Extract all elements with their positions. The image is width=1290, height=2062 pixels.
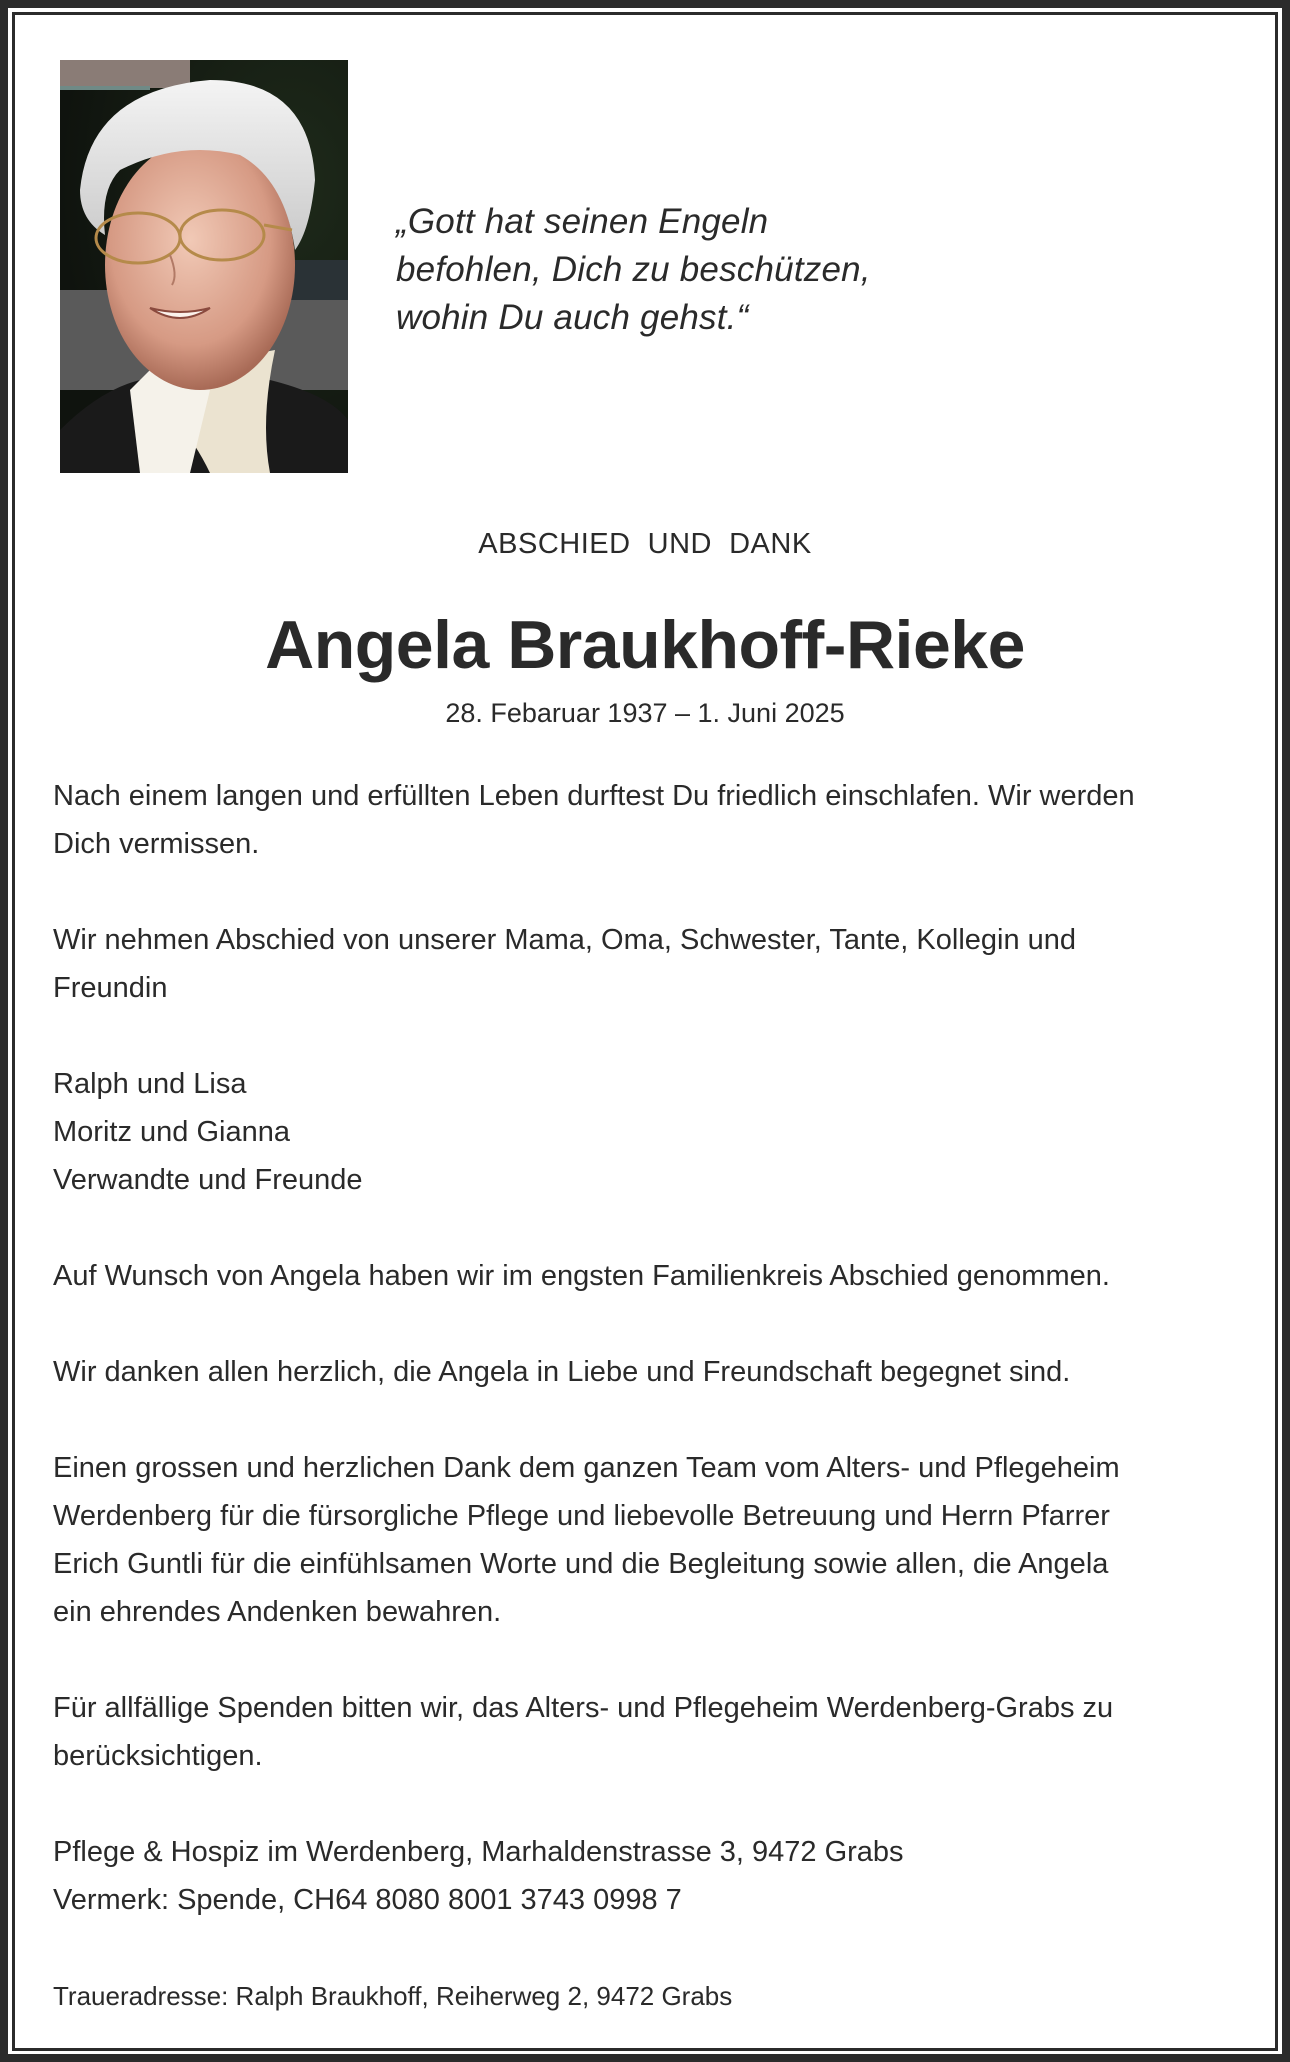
mourner: Ralph und Lisa: [53, 1068, 247, 1100]
text-line: Wir danken allen herzlich, die Angela in Liebe und Freundschaft begegnet sind.: [53, 1356, 1071, 1388]
text-line: Nach einem langen und erfüllten Leben durftest Du friedlich einschlafen. Wir werden: [53, 780, 1135, 812]
text-line: Freundin: [53, 972, 168, 1004]
deceased-name: Angela Braukhoff-Rieke: [265, 607, 1025, 683]
life-dates: 28. Febaruar 1937 – 1. Juni 2025: [445, 698, 845, 728]
mourning-address: Traueradresse: Ralph Braukhoff, Reiherweg 2, 9472 Grabs: [53, 1981, 733, 2011]
mourners-list: [53, 1060, 1263, 1204]
text-line: Erich Guntli für die einfühlsamen Worte und die Begleitung sowie allen, die Angela: [53, 1548, 1109, 1580]
portrait-photo: [60, 60, 348, 473]
kicker-heading: ABSCHIED UND DANK: [478, 528, 812, 560]
obituary-body: [53, 772, 1263, 2020]
text-line: Wir nehmen Abschied von unserer Mama, Oma, Schwester, Tante, Kollegin und: [53, 924, 1077, 956]
text-line: ein ehrendes Andenken bewahren.: [53, 1596, 502, 1628]
portrait-image: [60, 60, 348, 473]
quote-line: „Gott hat seinen Engeln: [396, 202, 769, 241]
quote-line: befohlen, Dich zu beschützen,: [396, 250, 871, 289]
paragraph-relations: [53, 916, 1263, 1012]
text-line: Werdenberg für die fürsorgliche Pflege und liebevolle Betreuung und Herrn Pfarrer: [53, 1500, 1110, 1532]
paragraph-farewell: [53, 772, 1263, 868]
text-line: berücksichtigen.: [53, 1740, 263, 1772]
text-line: Für allfällige Spenden bitten wir, das Alters- und Pflegeheim Werdenberg-Grabs zu: [53, 1692, 1114, 1724]
donation-details: [53, 1828, 1263, 1924]
paragraph-thanks-all: [53, 1348, 1263, 1396]
paragraph-private-farewell: [53, 1252, 1263, 1300]
paragraph-donations: [53, 1684, 1263, 1780]
text-line: Dich vermissen.: [53, 828, 260, 860]
mourner: Verwandte und Freunde: [53, 1164, 363, 1196]
text-line: Einen grossen und herzlichen Dank dem ganzen Team vom Alters- und Pflegeheim: [53, 1452, 1120, 1484]
memorial-quote: [396, 198, 996, 342]
text-line: Auf Wunsch von Angela haben wir im engsten Familienkreis Abschied genommen.: [53, 1260, 1110, 1292]
mourner: Moritz und Gianna: [53, 1116, 290, 1148]
donation-address: Pflege & Hospiz im Werdenberg, Marhaldenstrasse 3, 9472 Grabs: [53, 1836, 904, 1868]
donation-iban: Vermerk: Spende, CH64 8080 8001 3743 0998 7: [53, 1884, 682, 1916]
paragraph-thanks-care: [53, 1444, 1263, 1636]
quote-line: wohin Du auch gehst.“: [396, 298, 749, 337]
